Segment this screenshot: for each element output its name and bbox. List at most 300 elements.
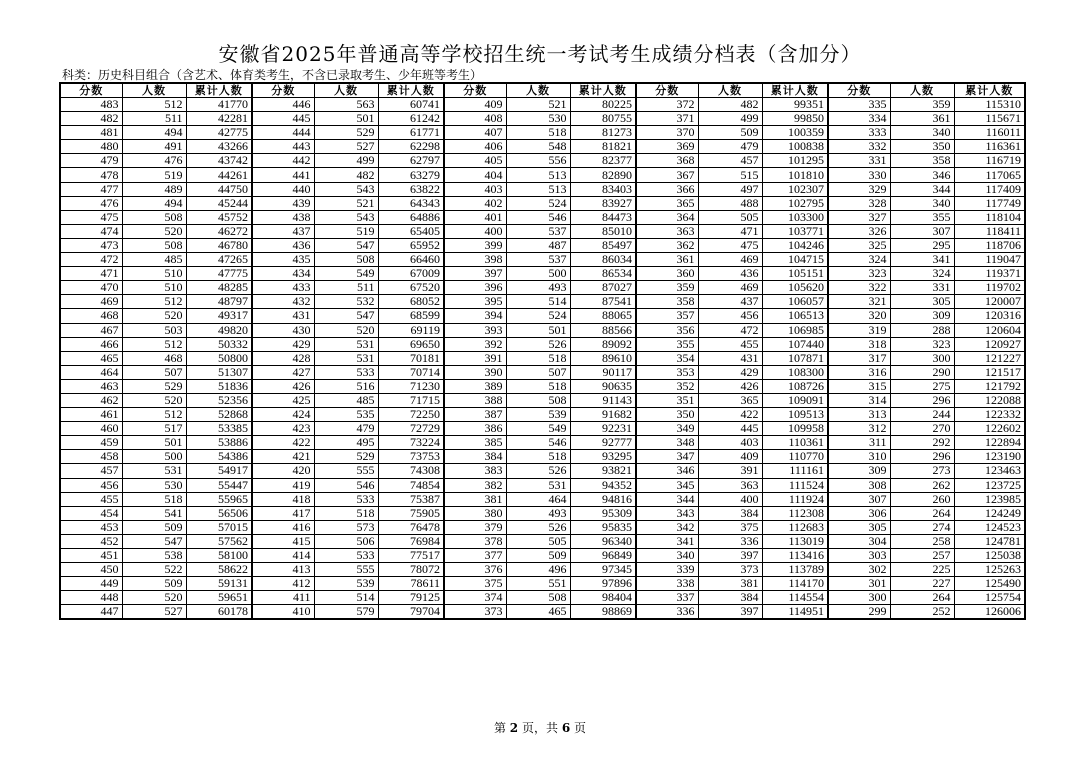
cumulative-cell: 113789: [762, 563, 828, 577]
cumulative-cell: 83403: [570, 182, 636, 196]
score-cell: 400: [444, 224, 506, 238]
cumulative-cell: 91143: [570, 393, 636, 407]
count-cell: 384: [698, 591, 762, 605]
current-page: 2: [509, 721, 519, 735]
score-cell: 478: [60, 168, 122, 182]
count-cell: 375: [698, 520, 762, 534]
cumulative-cell: 110770: [762, 450, 828, 464]
count-header: 人数: [122, 83, 186, 98]
score-cell: 427: [252, 365, 314, 379]
cumulative-cell: 44261: [186, 168, 252, 182]
table-row: [60, 323, 1025, 337]
score-cell: 389: [444, 379, 506, 393]
cumulative-cell: 78072: [378, 563, 444, 577]
cumulative-cell: 110361: [762, 436, 828, 450]
score-cell: 390: [444, 365, 506, 379]
score-cell: 329: [828, 182, 890, 196]
cumulative-cell: 124781: [954, 534, 1025, 548]
count-cell: 513: [506, 168, 570, 182]
count-cell: 340: [890, 196, 954, 210]
table-row: [60, 351, 1025, 365]
score-cell: 307: [828, 492, 890, 506]
score-cell: 312: [828, 422, 890, 436]
score-cell: 358: [636, 295, 698, 309]
score-cell: 462: [60, 393, 122, 407]
cumulative-cell: 87541: [570, 295, 636, 309]
cumulative-cell: 69119: [378, 323, 444, 337]
cumulative-cell: 61242: [378, 112, 444, 126]
cumulative-cell: 54386: [186, 450, 252, 464]
cumulative-cell: 104246: [762, 238, 828, 252]
cumulative-cell: 49317: [186, 309, 252, 323]
page-footer: [0, 719, 1080, 736]
count-cell: 274: [890, 520, 954, 534]
count-cell: 563: [314, 98, 378, 112]
count-cell: 270: [890, 422, 954, 436]
cumulative-header: 累计人数: [186, 83, 252, 98]
cumulative-cell: 108726: [762, 379, 828, 393]
count-cell: 264: [890, 591, 954, 605]
count-cell: 252: [890, 605, 954, 620]
score-cell: 352: [636, 379, 698, 393]
score-cell: 331: [828, 154, 890, 168]
count-cell: 469: [698, 281, 762, 295]
cumulative-cell: 123190: [954, 450, 1025, 464]
count-cell: 520: [122, 224, 186, 238]
cumulative-cell: 124523: [954, 520, 1025, 534]
cumulative-cell: 95835: [570, 520, 636, 534]
cumulative-cell: 102307: [762, 182, 828, 196]
cumulative-header: 累计人数: [954, 83, 1025, 98]
count-cell: 507: [506, 365, 570, 379]
count-cell: 457: [698, 154, 762, 168]
count-cell: 505: [506, 534, 570, 548]
score-header: 分数: [444, 83, 506, 98]
cumulative-cell: 93295: [570, 450, 636, 464]
cumulative-cell: 88566: [570, 323, 636, 337]
count-cell: 521: [314, 196, 378, 210]
count-cell: 543: [314, 210, 378, 224]
cumulative-cell: 115671: [954, 112, 1025, 126]
cumulative-cell: 57562: [186, 534, 252, 548]
count-cell: 397: [698, 605, 762, 620]
count-cell: 359: [890, 98, 954, 112]
count-cell: 336: [698, 534, 762, 548]
table-row: [60, 140, 1025, 154]
cumulative-cell: 87027: [570, 281, 636, 295]
score-cell: 439: [252, 196, 314, 210]
score-cell: 420: [252, 464, 314, 478]
score-cell: 346: [636, 464, 698, 478]
score-cell: 336: [636, 605, 698, 620]
cumulative-cell: 106057: [762, 295, 828, 309]
score-cell: 419: [252, 478, 314, 492]
table-row: [60, 379, 1025, 393]
table-row: [60, 534, 1025, 548]
table-row: [60, 365, 1025, 379]
cumulative-header: 累计人数: [570, 83, 636, 98]
score-cell: 451: [60, 549, 122, 563]
cumulative-cell: 52868: [186, 408, 252, 422]
table-body: [60, 98, 1025, 620]
table-row: [60, 337, 1025, 351]
score-cell: 413: [252, 563, 314, 577]
cumulative-cell: 104715: [762, 253, 828, 267]
count-cell: 381: [698, 577, 762, 591]
count-cell: 549: [314, 267, 378, 281]
count-cell: 341: [890, 253, 954, 267]
count-header: 人数: [890, 83, 954, 98]
count-header: 人数: [698, 83, 762, 98]
cumulative-cell: 114554: [762, 591, 828, 605]
count-cell: 331: [890, 281, 954, 295]
score-cell: 334: [828, 112, 890, 126]
score-cell: 317: [828, 351, 890, 365]
cumulative-cell: 122332: [954, 408, 1025, 422]
count-cell: 505: [698, 210, 762, 224]
cumulative-cell: 98869: [570, 605, 636, 620]
cumulative-cell: 96340: [570, 534, 636, 548]
cumulative-cell: 46272: [186, 224, 252, 238]
cumulative-cell: 118706: [954, 238, 1025, 252]
count-cell: 296: [890, 450, 954, 464]
cumulative-cell: 45244: [186, 196, 252, 210]
score-cell: 435: [252, 253, 314, 267]
count-cell: 307: [890, 224, 954, 238]
score-cell: 382: [444, 478, 506, 492]
table-row: [60, 196, 1025, 210]
score-cell: 454: [60, 506, 122, 520]
cumulative-cell: 83927: [570, 196, 636, 210]
score-cell: 345: [636, 478, 698, 492]
score-cell: 388: [444, 393, 506, 407]
count-cell: 422: [698, 408, 762, 422]
score-cell: 466: [60, 337, 122, 351]
table-row: [60, 422, 1025, 436]
count-cell: 464: [506, 492, 570, 506]
cumulative-cell: 109513: [762, 408, 828, 422]
count-cell: 469: [698, 253, 762, 267]
score-cell: 356: [636, 323, 698, 337]
count-cell: 551: [506, 577, 570, 591]
cumulative-cell: 109958: [762, 422, 828, 436]
count-cell: 324: [890, 267, 954, 281]
score-cell: 428: [252, 351, 314, 365]
table-row: [60, 506, 1025, 520]
cumulative-cell: 99351: [762, 98, 828, 112]
cumulative-cell: 66460: [378, 253, 444, 267]
count-cell: 262: [890, 478, 954, 492]
score-cell: 308: [828, 478, 890, 492]
count-cell: 515: [698, 168, 762, 182]
count-cell: 549: [506, 422, 570, 436]
count-cell: 524: [506, 309, 570, 323]
count-cell: 518: [506, 379, 570, 393]
cumulative-cell: 88065: [570, 309, 636, 323]
count-cell: 555: [314, 464, 378, 478]
count-cell: 512: [122, 295, 186, 309]
table-row: [60, 281, 1025, 295]
cumulative-cell: 95309: [570, 506, 636, 520]
cumulative-cell: 97345: [570, 563, 636, 577]
cumulative-cell: 65405: [378, 224, 444, 238]
score-cell: 421: [252, 450, 314, 464]
count-cell: 391: [698, 464, 762, 478]
count-cell: 547: [314, 238, 378, 252]
score-cell: 338: [636, 577, 698, 591]
table-row: [60, 549, 1025, 563]
score-cell: 376: [444, 563, 506, 577]
score-cell: 443: [252, 140, 314, 154]
score-cell: 381: [444, 492, 506, 506]
count-cell: 292: [890, 436, 954, 450]
cumulative-cell: 60741: [378, 98, 444, 112]
cumulative-cell: 102795: [762, 196, 828, 210]
score-cell: 348: [636, 436, 698, 450]
cumulative-cell: 59651: [186, 591, 252, 605]
score-cell: 412: [252, 577, 314, 591]
cumulative-cell: 125263: [954, 563, 1025, 577]
count-cell: 533: [314, 492, 378, 506]
cumulative-cell: 49820: [186, 323, 252, 337]
cumulative-cell: 97896: [570, 577, 636, 591]
count-cell: 529: [314, 126, 378, 140]
count-cell: 346: [890, 168, 954, 182]
count-cell: 546: [314, 478, 378, 492]
score-cell: 360: [636, 267, 698, 281]
cumulative-cell: 81821: [570, 140, 636, 154]
count-cell: 497: [698, 182, 762, 196]
score-cell: 351: [636, 393, 698, 407]
cumulative-cell: 106985: [762, 323, 828, 337]
cumulative-cell: 111161: [762, 464, 828, 478]
score-cell: 322: [828, 281, 890, 295]
count-cell: 514: [506, 295, 570, 309]
score-cell: 369: [636, 140, 698, 154]
cumulative-cell: 115310: [954, 98, 1025, 112]
count-cell: 508: [506, 591, 570, 605]
cumulative-cell: 64343: [378, 196, 444, 210]
count-cell: 296: [890, 393, 954, 407]
table-row: [60, 168, 1025, 182]
count-cell: 518: [506, 450, 570, 464]
score-cell: 383: [444, 464, 506, 478]
cumulative-cell: 77517: [378, 549, 444, 563]
count-cell: 547: [122, 534, 186, 548]
score-cell: 432: [252, 295, 314, 309]
score-cell: 365: [636, 196, 698, 210]
score-cell: 410: [252, 605, 314, 620]
score-cell: 392: [444, 337, 506, 351]
score-cell: 404: [444, 168, 506, 182]
cumulative-cell: 53385: [186, 422, 252, 436]
count-cell: 537: [506, 224, 570, 238]
count-cell: 522: [122, 563, 186, 577]
cumulative-cell: 89092: [570, 337, 636, 351]
score-cell: 402: [444, 196, 506, 210]
count-cell: 227: [890, 577, 954, 591]
cumulative-cell: 112683: [762, 520, 828, 534]
cumulative-cell: 122088: [954, 393, 1025, 407]
score-cell: 380: [444, 506, 506, 520]
cumulative-cell: 108300: [762, 365, 828, 379]
total-pages: 6: [561, 721, 571, 735]
count-cell: 518: [506, 351, 570, 365]
count-cell: 555: [314, 563, 378, 577]
count-cell: 431: [698, 351, 762, 365]
count-cell: 511: [314, 281, 378, 295]
cumulative-cell: 113416: [762, 549, 828, 563]
score-cell: 313: [828, 408, 890, 422]
count-cell: 358: [890, 154, 954, 168]
score-cell: 458: [60, 450, 122, 464]
score-cell: 446: [252, 98, 314, 112]
score-cell: 350: [636, 408, 698, 422]
count-cell: 579: [314, 605, 378, 620]
count-cell: 501: [314, 112, 378, 126]
score-cell: 483: [60, 98, 122, 112]
cumulative-cell: 121227: [954, 351, 1025, 365]
cumulative-cell: 51836: [186, 379, 252, 393]
score-cell: 464: [60, 365, 122, 379]
count-cell: 512: [122, 98, 186, 112]
score-cell: 377: [444, 549, 506, 563]
score-cell: 442: [252, 154, 314, 168]
score-cell: 476: [60, 196, 122, 210]
cumulative-cell: 117409: [954, 182, 1025, 196]
count-cell: 532: [314, 295, 378, 309]
cumulative-cell: 122602: [954, 422, 1025, 436]
score-cell: 364: [636, 210, 698, 224]
cumulative-cell: 82377: [570, 154, 636, 168]
count-cell: 437: [698, 295, 762, 309]
count-cell: 546: [506, 436, 570, 450]
score-header: 分数: [636, 83, 698, 98]
cumulative-cell: 94816: [570, 492, 636, 506]
count-cell: 513: [506, 182, 570, 196]
count-cell: 244: [890, 408, 954, 422]
count-cell: 548: [506, 140, 570, 154]
cumulative-cell: 56506: [186, 506, 252, 520]
count-cell: 531: [506, 478, 570, 492]
cumulative-cell: 119702: [954, 281, 1025, 295]
score-cell: 319: [828, 323, 890, 337]
count-cell: 547: [314, 309, 378, 323]
count-cell: 288: [890, 323, 954, 337]
score-cell: 349: [636, 422, 698, 436]
score-cell: 422: [252, 436, 314, 450]
score-cell: 447: [60, 605, 122, 620]
count-cell: 526: [506, 520, 570, 534]
count-cell: 520: [122, 591, 186, 605]
count-cell: 506: [314, 534, 378, 548]
cumulative-cell: 81273: [570, 126, 636, 140]
count-cell: 517: [122, 422, 186, 436]
score-cell: 403: [444, 182, 506, 196]
count-cell: 488: [698, 196, 762, 210]
count-cell: 510: [122, 267, 186, 281]
cumulative-cell: 41770: [186, 98, 252, 112]
cumulative-cell: 100838: [762, 140, 828, 154]
score-cell: 440: [252, 182, 314, 196]
cumulative-cell: 75905: [378, 506, 444, 520]
count-cell: 530: [122, 478, 186, 492]
cumulative-cell: 75387: [378, 492, 444, 506]
count-cell: 257: [890, 549, 954, 563]
cumulative-header: 累计人数: [378, 83, 444, 98]
count-cell: 455: [698, 337, 762, 351]
cumulative-cell: 96849: [570, 549, 636, 563]
cumulative-cell: 58100: [186, 549, 252, 563]
cumulative-cell: 119047: [954, 253, 1025, 267]
score-cell: 397: [444, 267, 506, 281]
score-cell: 473: [60, 238, 122, 252]
count-cell: 533: [314, 549, 378, 563]
score-cell: 426: [252, 379, 314, 393]
score-cell: 438: [252, 210, 314, 224]
cumulative-cell: 121517: [954, 365, 1025, 379]
score-cell: 424: [252, 408, 314, 422]
cumulative-cell: 69650: [378, 337, 444, 351]
count-cell: 518: [122, 492, 186, 506]
count-cell: 539: [314, 577, 378, 591]
table-row: [60, 520, 1025, 534]
count-cell: 531: [314, 351, 378, 365]
cumulative-cell: 62797: [378, 154, 444, 168]
table-row: [60, 605, 1025, 620]
count-cell: 489: [122, 182, 186, 196]
score-header: 分数: [828, 83, 890, 98]
score-cell: 368: [636, 154, 698, 168]
score-cell: 367: [636, 168, 698, 182]
count-cell: 479: [314, 422, 378, 436]
score-cell: 335: [828, 98, 890, 112]
count-cell: 344: [890, 182, 954, 196]
score-cell: 391: [444, 351, 506, 365]
cumulative-cell: 107440: [762, 337, 828, 351]
count-cell: 524: [506, 196, 570, 210]
cumulative-cell: 92231: [570, 422, 636, 436]
cumulative-cell: 122894: [954, 436, 1025, 450]
count-cell: 485: [122, 253, 186, 267]
cumulative-cell: 111924: [762, 492, 828, 506]
count-cell: 518: [506, 126, 570, 140]
score-cell: 448: [60, 591, 122, 605]
score-cell: 445: [252, 112, 314, 126]
score-cell: 459: [60, 436, 122, 450]
score-cell: 481: [60, 126, 122, 140]
table-row: [60, 563, 1025, 577]
count-cell: 527: [314, 140, 378, 154]
score-cell: 417: [252, 506, 314, 520]
cumulative-cell: 86034: [570, 253, 636, 267]
score-cell: 405: [444, 154, 506, 168]
cumulative-cell: 59131: [186, 577, 252, 591]
cumulative-cell: 62298: [378, 140, 444, 154]
cumulative-cell: 111524: [762, 478, 828, 492]
cumulative-cell: 68052: [378, 295, 444, 309]
cumulative-cell: 63822: [378, 182, 444, 196]
table-row: [60, 126, 1025, 140]
cumulative-cell: 101295: [762, 154, 828, 168]
score-cell: 311: [828, 436, 890, 450]
count-cell: 350: [890, 140, 954, 154]
table-row: [60, 393, 1025, 407]
count-cell: 541: [122, 506, 186, 520]
table-row: [60, 408, 1025, 422]
cumulative-cell: 116011: [954, 126, 1025, 140]
count-cell: 501: [506, 323, 570, 337]
